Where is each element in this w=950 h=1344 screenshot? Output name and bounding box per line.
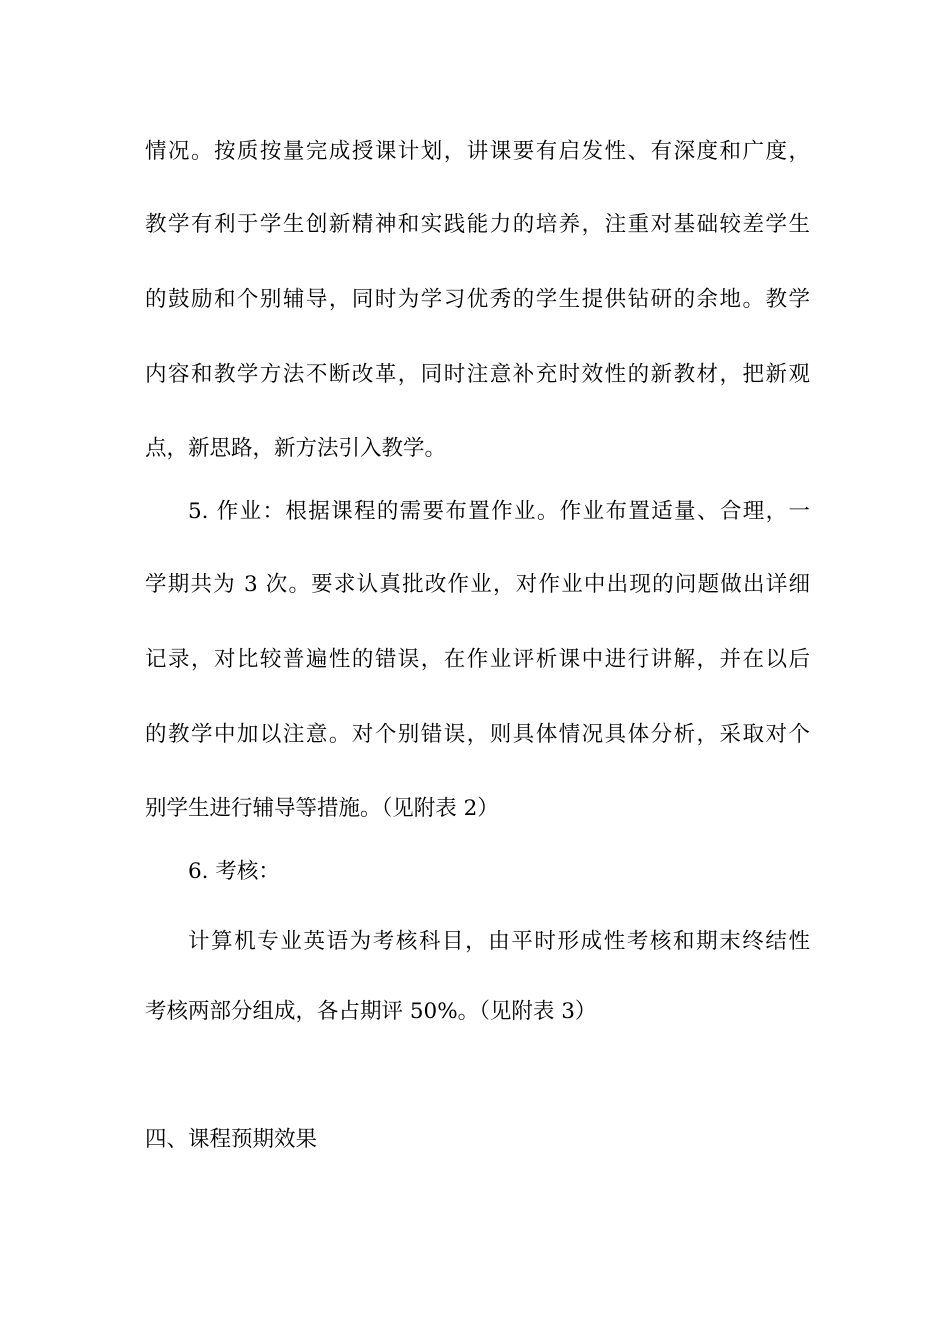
section-heading: 四、课程预期效果 bbox=[145, 1127, 318, 1152]
text-line: 情况。按质按量完成授课计划，讲课要有启发性、有深度和广度， bbox=[145, 139, 810, 164]
text-line: 别学生进行辅导等措施。（见附表 2） bbox=[145, 796, 499, 821]
text-line: 计算机专业英语为考核科目，由平时形成性考核和期末终结性 bbox=[188, 929, 810, 954]
text-line: 学期共为 3 次。要求认真批改作业，对作业中出现的问题做出详细 bbox=[145, 572, 810, 597]
text-line: 记录，对比较普遍性的错误，在作业评析课中进行讲解，并在以后 bbox=[145, 647, 810, 672]
text-line: 考核两部分组成，各占期评 50%。（见附表 3） bbox=[145, 999, 597, 1024]
assessment-heading: 6. 考核： bbox=[188, 859, 280, 884]
text-line: 的教学中加以注意。对个别错误，则具体情况具体分析，采取对个 bbox=[145, 722, 810, 747]
text-line: 的鼓励和个别辅导，同时为学习优秀的学生提供钻研的余地。教学 bbox=[145, 287, 810, 312]
text-line: 点，新思路，新方法引入教学。 bbox=[145, 436, 447, 461]
text-line: 教学有利于学生创新精神和实践能力的培养，注重对基础较差学生 bbox=[145, 212, 810, 237]
text-line: 5. 作业：根据课程的需要布置作业。作业布置适量、合理，一 bbox=[188, 499, 810, 524]
text-line: 内容和教学方法不断改革，同时注意补充时效性的新教材，把新观 bbox=[145, 362, 810, 387]
